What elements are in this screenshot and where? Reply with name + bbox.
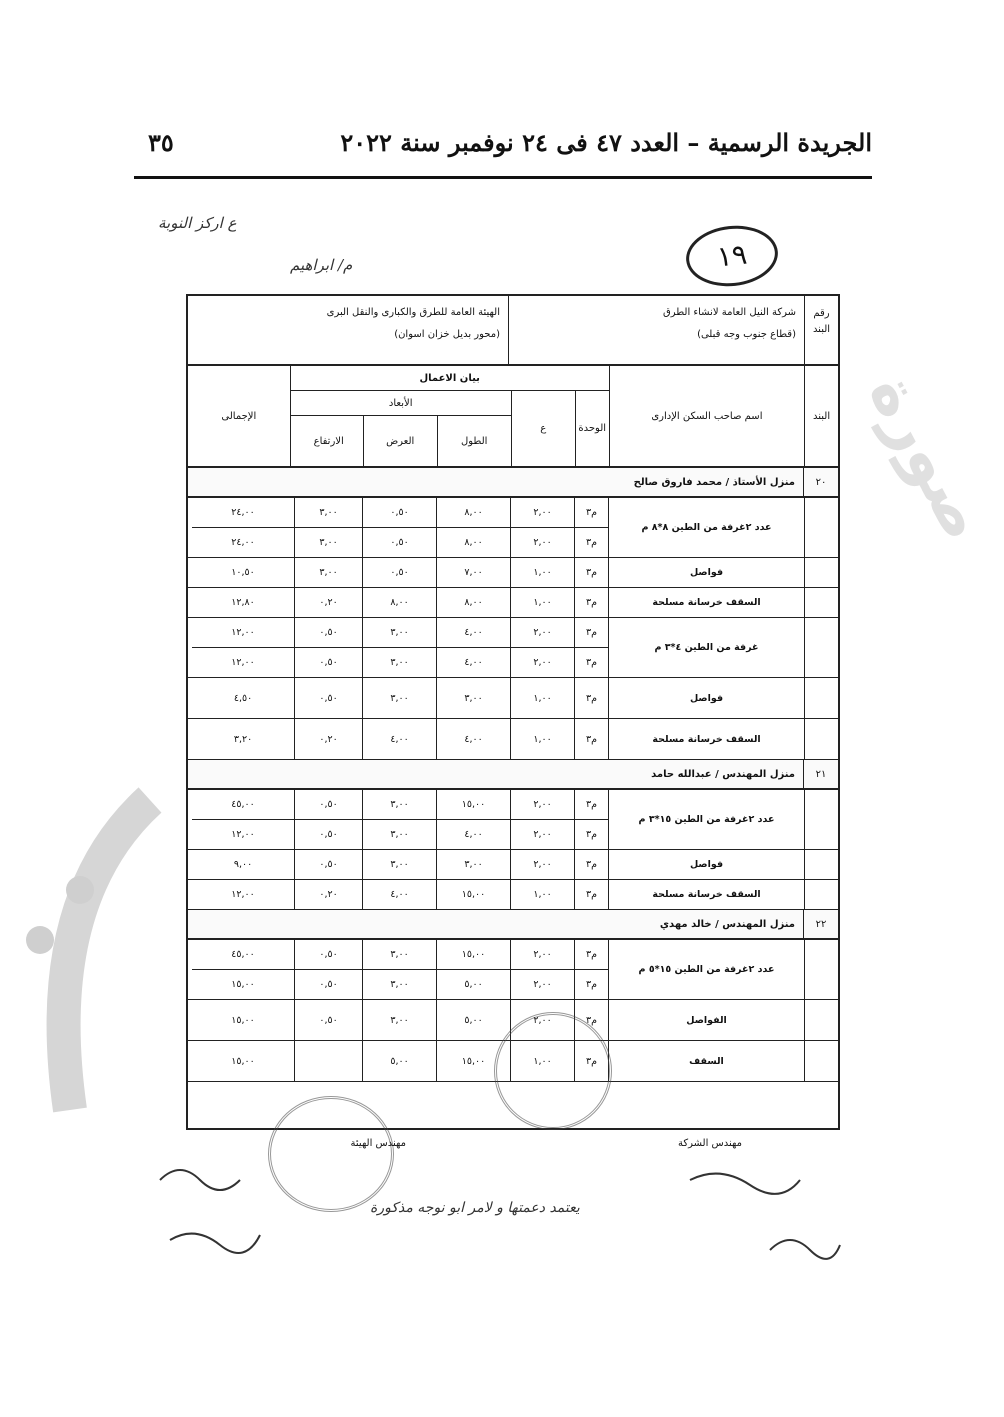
count-cell: ٢,٠٠ xyxy=(510,1000,574,1040)
authority-engineer-label: مهندس الهيئة xyxy=(350,1138,406,1149)
length-cell: ٥,٠٠ xyxy=(436,1000,510,1040)
count-cell: ١,٠٠ xyxy=(510,719,574,759)
col-length: الطول xyxy=(437,416,511,466)
col-item: البند xyxy=(804,366,838,466)
work-item-group xyxy=(188,618,838,678)
table-row xyxy=(192,498,608,528)
width-cell: ٣,٠٠ xyxy=(362,820,436,849)
section-title: منزل المهندس / خالد مهدي xyxy=(659,918,795,930)
length-cell: ٣,٠٠ xyxy=(436,850,510,879)
width-cell: ٣,٠٠ xyxy=(362,850,436,879)
width-cell: ٣,٠٠ xyxy=(362,1000,436,1040)
length-cell: ١٥,٠٠ xyxy=(436,880,510,909)
length-cell: ٨,٠٠ xyxy=(436,498,510,527)
work-description: فواصل xyxy=(608,850,804,879)
organization-header xyxy=(188,296,838,366)
work-item-group xyxy=(188,880,838,910)
item-cell xyxy=(804,940,838,999)
length-cell: ٤,٠٠ xyxy=(436,820,510,849)
company-engineer-label: مهندس الشركة xyxy=(677,1138,742,1149)
unit-cell: م٣ xyxy=(574,1000,608,1040)
work-description: السقف خرسانة مسلحة xyxy=(608,719,804,759)
total-cell: ١٢,٠٠ xyxy=(231,627,255,638)
length-cell: ٤,٠٠ xyxy=(436,719,510,759)
col-height: الارتفاع xyxy=(313,435,344,447)
contractor-block xyxy=(508,296,804,364)
work-item-group xyxy=(188,678,838,719)
dimensions-group xyxy=(291,391,511,466)
total-cell: ١٢,٠٠ xyxy=(231,889,255,900)
length-cell: ١٥,٠٠ xyxy=(436,940,510,969)
height-cell: ٠,٥٠ xyxy=(294,648,362,677)
length-cell: ٨,٠٠ xyxy=(436,528,510,557)
width-cell: ٠,٥٠ xyxy=(362,528,436,557)
work-description: السقف خرسانة مسلحة xyxy=(608,880,804,909)
count-cell: ٢,٠٠ xyxy=(510,528,574,557)
header-divider xyxy=(134,176,872,179)
table-row xyxy=(192,850,608,879)
count-cell: ٢,٠٠ xyxy=(510,648,574,677)
total-cell: ١٥,٠٠ xyxy=(231,1055,255,1067)
works-statement-sheet xyxy=(186,294,840,1130)
unit-cell: م٣ xyxy=(574,588,608,617)
unit-cell: م٣ xyxy=(574,528,608,557)
work-item-group xyxy=(188,498,838,558)
length-cell: ٤,٠٠ xyxy=(436,648,510,677)
unit-cell: م٣ xyxy=(574,719,608,759)
length-cell: ٧,٠٠ xyxy=(436,558,510,587)
height-cell: ٠,٢٠ xyxy=(294,588,362,617)
authority-name: الهيئة العامة للطرق والكبارى والنقل البرى xyxy=(326,307,500,318)
table-row xyxy=(192,940,608,970)
work-description: الفواصل xyxy=(608,1000,804,1040)
total-cell: ١٠,٥٠ xyxy=(231,567,255,578)
count-cell: ٢,٠٠ xyxy=(510,940,574,969)
table-row xyxy=(192,880,608,909)
width-cell: ٨,٠٠ xyxy=(362,588,436,617)
works-header-group xyxy=(290,366,609,466)
unit-cell: م٣ xyxy=(574,940,608,969)
total-cell: ١٥,٠٠ xyxy=(231,979,255,990)
height-cell: ٣,٠٠ xyxy=(294,528,362,557)
company-name: شركة النيل العامة لانشاء الطرق xyxy=(662,307,796,318)
gazette-title: الجريدة الرسمية – العدد ٤٧ فى ٢٤ نوفمبر سنة ٢٠٢٢ xyxy=(340,128,872,157)
width-cell: ٣,٠٠ xyxy=(362,790,436,819)
item-cell xyxy=(804,1000,838,1040)
work-description: عدد ٢غرفة من الطين ١٥*٣ م xyxy=(608,790,804,849)
work-description: فواصل xyxy=(608,678,804,718)
handwritten-signatures xyxy=(130,1150,850,1290)
item-cell xyxy=(804,719,838,759)
width-cell: ٠,٥٠ xyxy=(362,498,436,527)
count-cell: ١,٠٠ xyxy=(510,880,574,909)
total-cell: ١٢,٨٠ xyxy=(231,597,255,608)
total-cell: ١٢,٠٠ xyxy=(231,829,255,840)
width-cell: ٣,٠٠ xyxy=(362,970,436,999)
handwritten-note-top: ع اركز النوبة xyxy=(158,214,237,232)
height-cell: ٠,٥٠ xyxy=(294,790,362,819)
length-cell: ٥,٠٠ xyxy=(436,970,510,999)
table-row xyxy=(192,648,608,677)
count-cell: ٢,٠٠ xyxy=(510,790,574,819)
count-cell: ٢,٠٠ xyxy=(510,970,574,999)
section-number: ٢١ xyxy=(803,760,838,788)
page-header xyxy=(134,120,872,172)
document-number-circle: ١٩ xyxy=(683,221,781,290)
height-cell: ٠,٢٠ xyxy=(294,719,362,759)
section-row xyxy=(188,910,838,940)
official-seal-right xyxy=(494,1012,612,1130)
item-cell xyxy=(804,790,838,849)
watermark-logo xyxy=(0,780,180,1140)
handwritten-approval-note: يعتمد دعمتها و لامر ابو نوجه مذكورة xyxy=(370,1200,580,1216)
work-description: غرفة من الطين ٤*٣ م xyxy=(608,618,804,677)
height-cell: ٣,٠٠ xyxy=(294,558,362,587)
work-description: فواصل xyxy=(608,558,804,587)
section-number: ٢٠ xyxy=(803,468,838,496)
width-cell: ٣,٠٠ xyxy=(362,618,436,647)
table-row xyxy=(192,588,608,617)
col-works: بيان الاعمال xyxy=(291,366,609,391)
item-cell xyxy=(804,618,838,677)
col-count: ع xyxy=(511,391,575,466)
work-item-group xyxy=(188,790,838,850)
total-cell: ٩,٠٠ xyxy=(233,859,253,870)
col-owner-name: اسم صاحب السكن الإدارى xyxy=(609,366,804,466)
work-description: عدد ٢غرفة من الطين ١٥*٥ م xyxy=(608,940,804,999)
count-cell: ١,٠٠ xyxy=(510,1041,574,1081)
height-cell: ٠,٥٠ xyxy=(294,1000,362,1040)
width-cell: ٣,٠٠ xyxy=(362,678,436,718)
total-cell: ١٥,٠٠ xyxy=(231,1014,255,1026)
item-cell xyxy=(804,558,838,587)
width-cell: ٣,٠٠ xyxy=(362,940,436,969)
length-cell: ٤,٠٠ xyxy=(436,618,510,647)
unit-cell: م٣ xyxy=(574,648,608,677)
table-row xyxy=(192,970,608,999)
length-cell: ٨,٠٠ xyxy=(436,588,510,617)
width-cell: ٠,٥٠ xyxy=(362,558,436,587)
col-total: الإجمالى xyxy=(221,410,257,422)
section-title: منزل المهندس / عبدالله حامد xyxy=(651,768,795,780)
width-cell: ٤,٠٠ xyxy=(362,880,436,909)
width-cell: ٥,٠٠ xyxy=(362,1041,436,1081)
item-cell xyxy=(804,1041,838,1081)
count-cell: ٢,٠٠ xyxy=(510,850,574,879)
item-number-label: رقم البند xyxy=(804,296,838,364)
length-cell: ١٥,٠٠ xyxy=(436,1041,510,1081)
item-cell xyxy=(804,678,838,718)
table-row xyxy=(192,678,608,718)
count-cell: ٢,٠٠ xyxy=(510,498,574,527)
section-row xyxy=(188,760,838,790)
unit-cell: م٣ xyxy=(574,880,608,909)
height-cell: ٠,٥٠ xyxy=(294,678,362,718)
table-body xyxy=(188,468,838,1082)
width-cell: ٣,٠٠ xyxy=(362,648,436,677)
work-description: السقف xyxy=(608,1041,804,1081)
item-cell xyxy=(804,588,838,617)
height-cell: ٠,٥٠ xyxy=(294,850,362,879)
height-cell: ٠,٥٠ xyxy=(294,820,362,849)
table-row xyxy=(192,528,608,557)
count-cell: ١,٠٠ xyxy=(510,558,574,587)
work-item-group xyxy=(188,558,838,588)
handwritten-signature-top: م/ ابراهيم xyxy=(290,256,353,274)
work-item-group xyxy=(188,850,838,880)
company-sector: (قطاع جنوب وجه قبلى) xyxy=(697,329,796,340)
item-cell xyxy=(804,850,838,879)
unit-cell: م٣ xyxy=(574,1041,608,1081)
unit-cell: م٣ xyxy=(574,558,608,587)
col-dimensions: الأبعاد xyxy=(291,391,511,416)
section-title: منزل الأستاذ / محمد فاروق صالح xyxy=(633,476,795,488)
page-number: ٣٥ xyxy=(148,128,174,157)
table-header xyxy=(188,366,838,468)
unit-cell: م٣ xyxy=(574,618,608,647)
height-cell: ٠,٥٠ xyxy=(294,618,362,647)
count-cell: ١,٠٠ xyxy=(510,588,574,617)
item-cell xyxy=(804,880,838,909)
unit-cell: م٣ xyxy=(574,678,608,718)
work-item-group xyxy=(188,588,838,618)
table-row xyxy=(192,558,608,587)
unit-cell: م٣ xyxy=(574,970,608,999)
work-description: السقف خرسانة مسلحة xyxy=(608,588,804,617)
unit-cell: م٣ xyxy=(574,820,608,849)
total-cell: ٢٤,٠٠ xyxy=(231,537,255,548)
height-cell: ٠,٥٠ xyxy=(294,940,362,969)
unit-cell: م٣ xyxy=(574,790,608,819)
count-cell: ٢,٠٠ xyxy=(510,618,574,647)
total-cell: ٤٥,٠٠ xyxy=(231,949,255,960)
count-cell: ٢,٠٠ xyxy=(510,820,574,849)
total-cell: ٤٥,٠٠ xyxy=(231,799,255,810)
work-description: عدد ٢غرفة من الطين ٨*٨ م xyxy=(608,498,804,557)
unit-cell: م٣ xyxy=(574,850,608,879)
col-width: العرض xyxy=(363,416,437,466)
count-cell: ١,٠٠ xyxy=(510,678,574,718)
total-cell: ٤,٥٠ xyxy=(233,692,253,704)
watermark-text: صورة xyxy=(854,361,1003,553)
section-row xyxy=(188,468,838,498)
table-row xyxy=(192,790,608,820)
total-cell: ١٢,٠٠ xyxy=(231,657,255,668)
total-cell: ٢٤,٠٠ xyxy=(231,507,255,518)
length-cell: ١٥,٠٠ xyxy=(436,790,510,819)
unit-cell: م٣ xyxy=(574,498,608,527)
height-cell: ٣,٠٠ xyxy=(294,498,362,527)
total-cell: ٣,٢٠ xyxy=(233,733,253,745)
table-row xyxy=(192,820,608,849)
work-item-group xyxy=(188,719,838,760)
height-cell: ٠,٥٠ xyxy=(294,970,362,999)
table-row xyxy=(192,719,608,759)
item-cell xyxy=(804,498,838,557)
authority-block xyxy=(188,296,508,364)
work-item-group xyxy=(188,940,838,1000)
height-cell xyxy=(294,1041,362,1081)
table-row xyxy=(192,618,608,648)
authority-project: (محور بديل خزان اسوان) xyxy=(394,329,500,340)
width-cell: ٤,٠٠ xyxy=(362,719,436,759)
height-cell: ٠,٢٠ xyxy=(294,880,362,909)
section-number: ٢٢ xyxy=(803,910,838,938)
length-cell: ٣,٠٠ xyxy=(436,678,510,718)
col-unit: الوحدة xyxy=(575,391,609,466)
